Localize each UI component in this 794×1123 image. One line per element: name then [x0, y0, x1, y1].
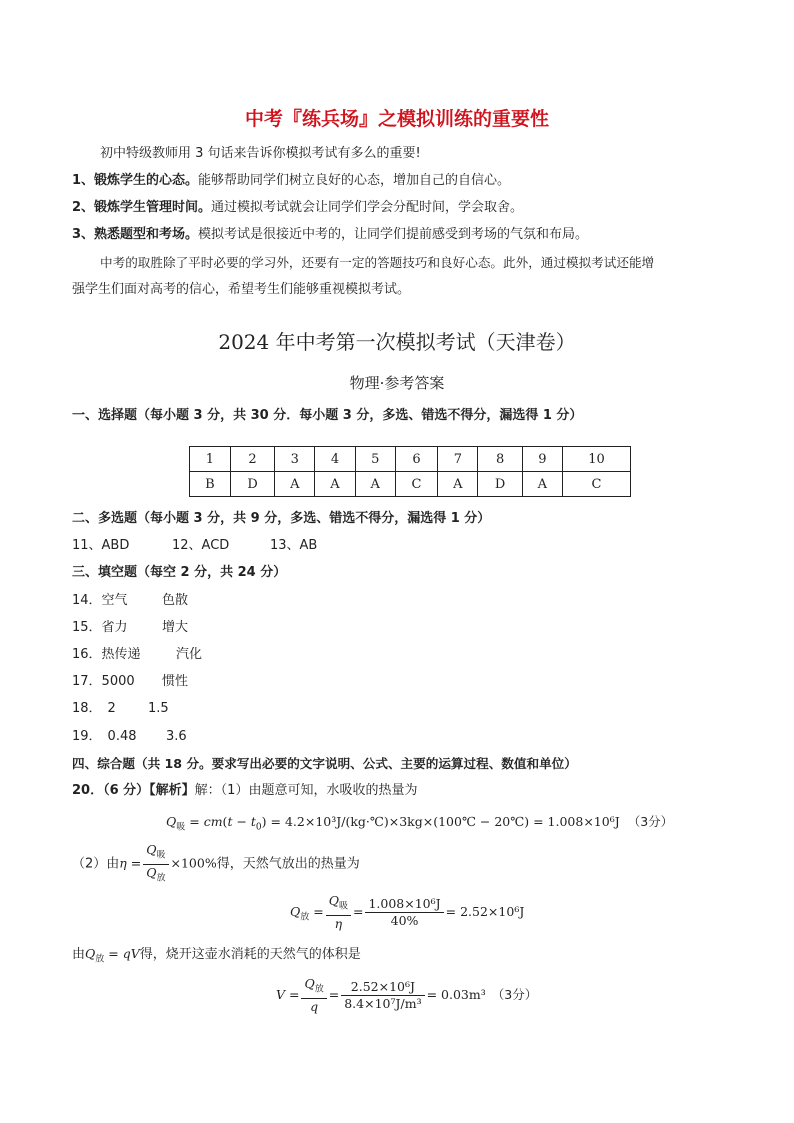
exam-title: 2024 年中考第一次模拟考试（天津卷）: [218, 330, 576, 354]
fill-answer-a: 空气: [101, 593, 128, 608]
formula-volume: V = $\frac{Q_放}{q}$ = $\frac{\text{2.52×10⁶J}}{\text{8.4×10⁷J/m³}}$ = 0.03m³ （3分）: [276, 976, 538, 1014]
section3-heading: 三、填空题（每空 2 分，共 24 分）: [72, 565, 287, 580]
answer-cell: A: [522, 472, 562, 497]
promo-point-3: [72, 227, 588, 243]
answer-cell: A: [315, 472, 355, 497]
section1-heading: 一、选择题（每小题 3 分，共 30 分．每小题 3 分，多选、错选不得分，漏选得 1 分）: [72, 408, 583, 423]
q20-prefix: 20．（6 分）【解析】: [72, 783, 195, 798]
step2-prefix: （2）由: [72, 856, 120, 872]
question-number: 1: [190, 447, 231, 472]
question-number: 4: [315, 447, 355, 472]
fill-num: 14．: [72, 593, 102, 608]
answer-cell: B: [190, 472, 231, 497]
formula-2-denominator: 40%: [390, 912, 419, 928]
promo-closing-line1: 中考的取胜除了平时必要的学习外，还要有一定的答题技巧和良好心态。此外，通过模拟考试还能增: [100, 255, 655, 270]
fill-answer-a: 省力: [101, 620, 128, 635]
fill-num: 17．: [72, 674, 102, 689]
table-row: [190, 472, 631, 497]
formula-3-denominator: 8.4×10⁷J/m³: [344, 995, 422, 1011]
section2-answer: 11、ABD: [72, 538, 130, 553]
formula-3-fraction-a: $\frac{Q_放}{q}$: [301, 976, 326, 1015]
formula-3-numerator: 2.52×10⁶J: [341, 979, 424, 996]
fill-row-18: [72, 701, 116, 717]
exam-subtitle: 物理·参考答案: [349, 374, 445, 392]
fill-answer-b: 1.5: [148, 701, 169, 716]
question-number: 6: [395, 447, 437, 472]
promo-point-head: 2、锻炼学生管理时间。: [72, 200, 212, 215]
fill-num: 16．: [72, 647, 102, 662]
promo-point-text: 通过模拟考试就会让同学们学会分配时间，学会取舍。: [211, 200, 524, 215]
question-number: 5: [355, 447, 395, 472]
fill-answer-a: 5000: [101, 674, 135, 689]
section2-answer: 12、ACD: [172, 538, 230, 553]
answer-cell: C: [562, 472, 630, 497]
table-row: [190, 447, 631, 472]
fill-answer-b: 增大: [162, 620, 189, 635]
section2-heading: 二、多选题（每小题 3 分，共 9 分，多选、错选不得分，漏选得 1 分）: [72, 511, 491, 526]
step2-suffix: 得，天然气放出的热量为: [216, 856, 360, 872]
answer-cell: A: [438, 472, 478, 497]
fill-answer-a: 0.48: [107, 729, 137, 744]
fill-answer-b: 3.6: [166, 729, 187, 744]
answer-cell: D: [230, 472, 274, 497]
formula-2-numerator: 1.008×10⁶J: [365, 896, 443, 913]
fill-answer-a: 热传递: [101, 647, 141, 662]
formula-heat-released: $Q_放$ = $\frac{Q_吸}{\eta}$ = $\frac{\text{1.008×10⁶J}}{40\%}$ = 2.52×10⁶J: [290, 893, 525, 931]
step3-suffix: 得，烧开这壶水消耗的天然气的体积是: [139, 947, 361, 962]
formula-2-result: = 2.52×10⁶J: [445, 903, 525, 919]
step3-prefix: 由: [72, 947, 86, 962]
fill-answer-b: 汽化: [176, 647, 203, 662]
promo-closing-line2: 强学生们面对高考的信心，希望考生们能够重视模拟考试。: [72, 282, 411, 297]
efficiency-fraction: $\frac{Q_吸}{Q_放}$: [143, 842, 168, 886]
promo-point-head: 1、锻炼学生的心态。: [72, 173, 199, 188]
section2-answer: 13、AB: [270, 538, 318, 553]
answer-cell: D: [478, 472, 522, 497]
question-number: 8: [478, 447, 522, 472]
formula-heat-absorbed: $Q_吸 = cm(t - t_0)$ = 4.2×10³J/(kg·℃)×3kg×(100℃ − 20℃) = 1.008×10⁶J （3分）: [166, 814, 674, 833]
promo-point-text: 模拟考试是很接近中考的，让同学们提前感受到考场的气氛和布局。: [198, 227, 589, 242]
fill-num: 15．: [72, 620, 102, 635]
promo-title: 中考『练兵场』之模拟训练的重要性: [244, 108, 549, 130]
answer-cell: A: [275, 472, 315, 497]
formula-2-fraction-a: $\frac{Q_吸}{\eta}$: [326, 893, 351, 932]
promo-point-1: [72, 173, 510, 189]
section4-heading: 四、综合题（共 18 分。要求写出必要的文字说明、公式、主要的运算过程、数值和单位）: [72, 756, 577, 771]
promo-intro: 初中特级教师用 3 句话来告诉你模拟考试有多么的重要!: [100, 146, 421, 161]
fill-num: 18．: [72, 701, 102, 716]
fill-answer-b: 惯性: [162, 674, 189, 689]
formula-3-result: = 0.03m³: [426, 986, 486, 1002]
fill-num: 19．: [72, 729, 102, 744]
fill-row-14: [72, 593, 128, 609]
question-number: 2: [230, 447, 274, 472]
q20-intro: 解：（1）由题意可知，水吸收的热量为: [194, 783, 418, 798]
fill-answer-a: 2: [107, 701, 116, 716]
question-number: 7: [438, 447, 478, 472]
step2-percent: ×100%: [170, 855, 217, 871]
formula-1-rhs: = 4.2×10³J/(kg·℃)×3kg×(100℃ − 20℃) = 1.008×10⁶J: [270, 814, 620, 829]
question-number: 3: [275, 447, 315, 472]
formula-3-score: （3分）: [491, 986, 538, 1002]
answer-table: [189, 446, 631, 497]
answer-cell: C: [395, 472, 437, 497]
formula-3-fraction-b: [341, 979, 424, 1012]
formula-1-score: （3分）: [627, 814, 674, 829]
fill-answer-b: 色散: [162, 593, 189, 608]
answer-cell: A: [355, 472, 395, 497]
step2-line: （2）由η = $\frac{Q_吸}{Q_放}$ ×100%得，天然气放出的热量为: [72, 842, 360, 886]
promo-point-2: [72, 200, 523, 216]
fill-row-16: [72, 647, 141, 663]
question-number: 9: [522, 447, 562, 472]
fill-row-17: [72, 674, 135, 690]
question-number: 10: [562, 447, 630, 472]
fill-row-15: [72, 620, 128, 636]
formula-2-fraction-b: [365, 896, 443, 929]
fill-row-19: [72, 729, 137, 745]
promo-point-head: 3、熟悉题型和考场。: [72, 227, 199, 242]
step3-line: 由$Q_放$ = qV得，烧开这壶水消耗的天然气的体积是: [72, 946, 361, 965]
q20-line: [72, 783, 417, 799]
promo-point-text: 能够帮助同学们树立良好的心态，增加自己的自信心。: [198, 173, 511, 188]
